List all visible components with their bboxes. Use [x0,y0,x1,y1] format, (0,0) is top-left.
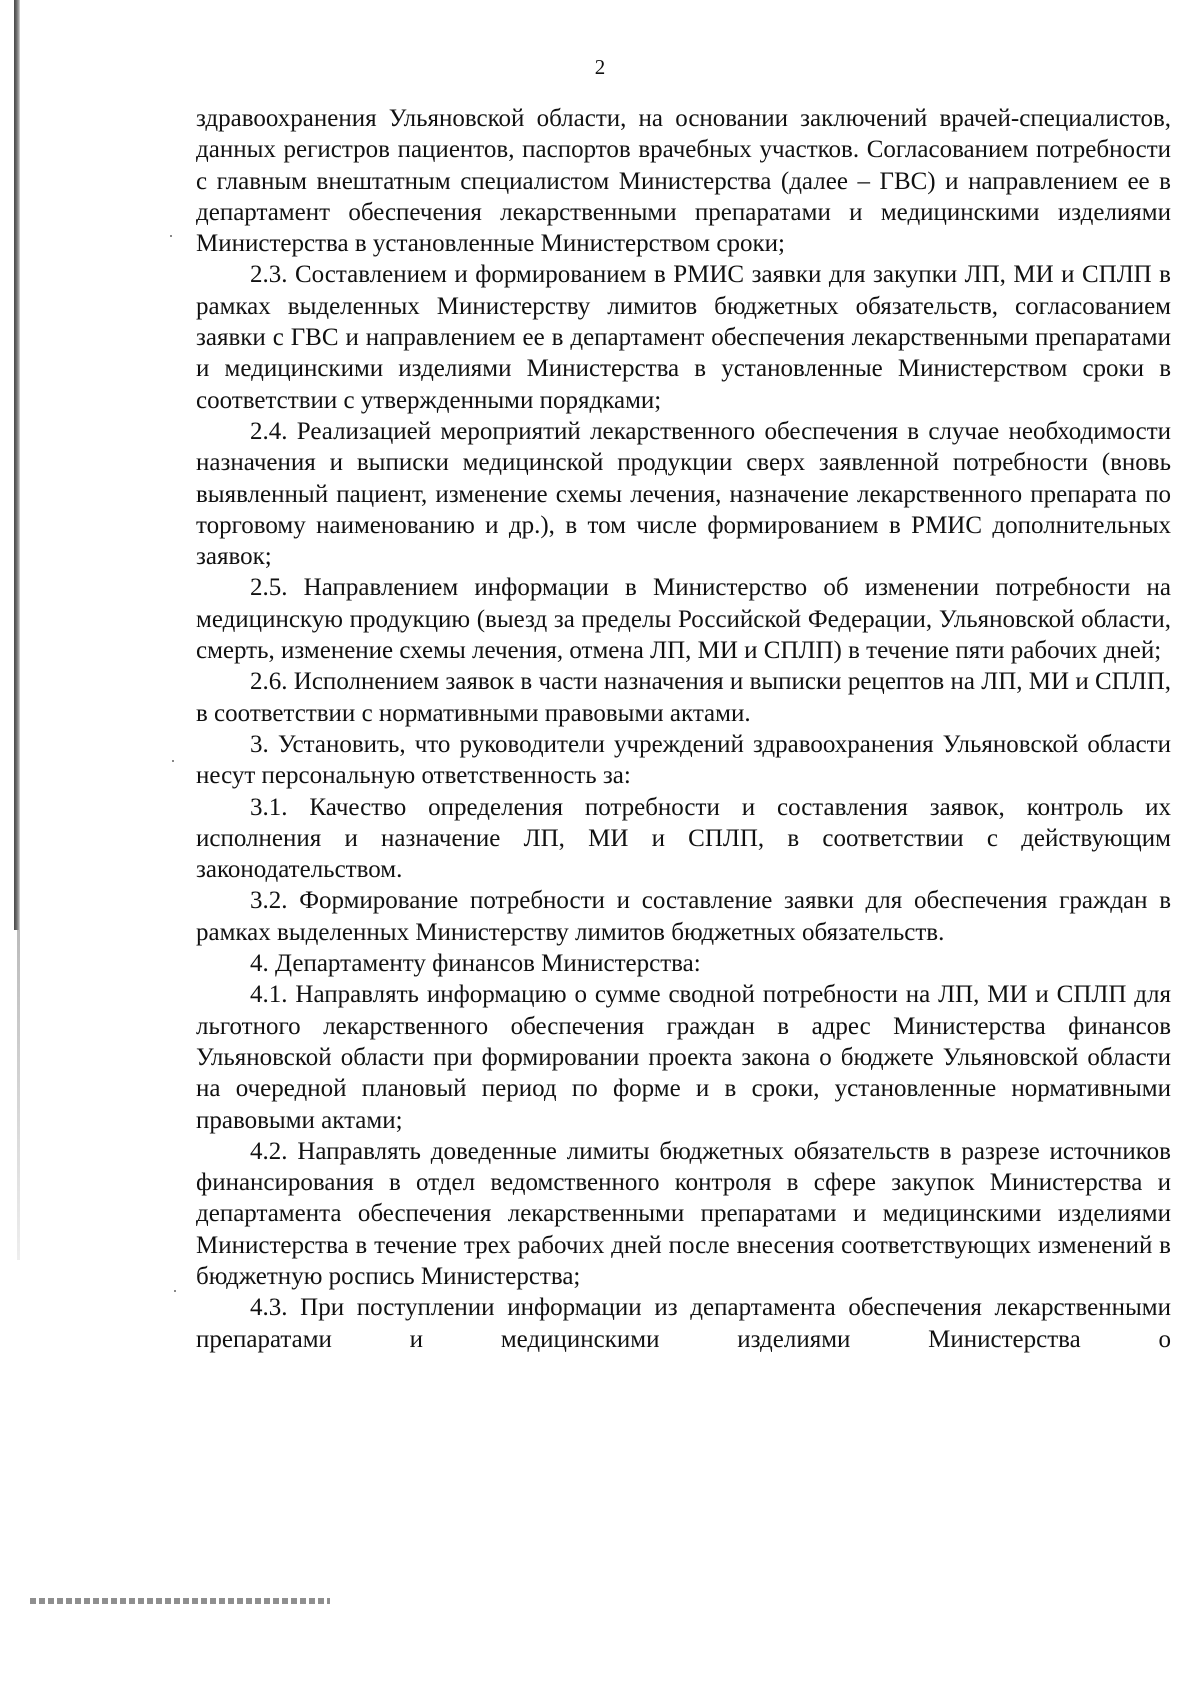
page-number: 2 [594,55,606,79]
paragraph-2-6: 2.6. Исполнением заявок в части назначения и выписки рецептов на ЛП, МИ и СПЛП, в соответствии с нормативными правовыми актами. [196,668,1171,727]
paragraph-3-2: 3.2. Формирование потребности и составление заявки для обеспечения граждан в рамках выделенных Министерству лимитов бюджетных обязательств. [196,887,1171,946]
scan-noise [30,1598,330,1604]
paragraph-4: 4. Департаменту финансов Министерства: [250,950,701,978]
paragraph-2-4: 2.4. Реализацией мероприятий лекарственного обеспечения в случае необходимости назначения и выписки медицинской продукции сверх заявленной потребности (вновь выявленный пациент, изменение схемы лечения, назначение лекарственного препарата по торговому наименованию и др.), в том числе формированием в РМИС дополнительных заявок; [196,417,1171,571]
paragraph-continuation: здравоохранения Ульяновской области, на основании заключений врачей-специалистов, данных регистров пациентов, паспортов врачебных участков. Согласованием потребности с главным внештатным специалистом Министерства (далее – ГВС) и направлением ее в департамент обеспечения лекарственными препаратами и медицинскими изделиями Министерства в установленные Министерством сроки; [196,105,1171,258]
paragraph-2-5: 2.5. Направлением информации в Министерство об изменении потребности на медицинскую продукцию (выезд за пределы Российской Федерации, Ульяновской области, смерть, изменение схемы лечения, отмена ЛП, МИ и СПЛП) в течение пяти рабочих дней; [196,574,1171,665]
paragraph-3-1: 3.1. Качество определения потребности и составления заявок, контроль их исполнения и назначение ЛП, МИ и СПЛП, в соответствии с действующим законодательством. [196,793,1171,884]
paragraph-4-1: 4.1. Направлять информацию о сумме сводной потребности на ЛП, МИ и СПЛП для льготного лекарственного обеспечения граждан в адрес Министерства финансов Ульяновской области при формировании проекта закона о бюджете Ульяновской области на очередной плановый период по форме и в сроки, установленные нормативными правовыми актами; [196,981,1171,1134]
scan-speck [172,760,174,762]
paragraph-2-3: 2.3. Составлением и формированием в РМИС заявки для закупки ЛП, МИ и СПЛП в рамках выделенных Министерству лимитов бюджетных обязательств, согласованием заявки с ГВС и направлением ее в департамент обеспечения лекарственными препаратами и медицинскими изделиями Министерства в установленные Министерством сроки в соответствии с утвержденными порядками; [196,261,1171,414]
paragraph-4-2: 4.2. Направлять доведенные лимиты бюджетных обязательств в разрезе источников финансирования в отдел ведомственного контроля в сфере закупок Министерства и департамента обеспечения лекарственными препаратами и медицинскими изделиями Министерства в течение трех рабочих дней после внесения соответствующих изменений в бюджетную роспись Министерства; [196,1137,1171,1290]
document-body [196,103,1171,1355]
scan-edge [14,0,20,930]
paragraph-3: 3. Установить, что руководители учреждений здравоохранения Ульяновской области несут персональную ответственность за: [196,730,1171,790]
scan-edge-lower [17,930,20,1260]
scan-speck [170,235,172,237]
scan-speck [174,1290,176,1292]
paragraph-4-3: 4.3. При поступлении информации из департамента обеспечения лекарственными препаратами и медицинскими изделиями Министерства о [196,1294,1171,1353]
